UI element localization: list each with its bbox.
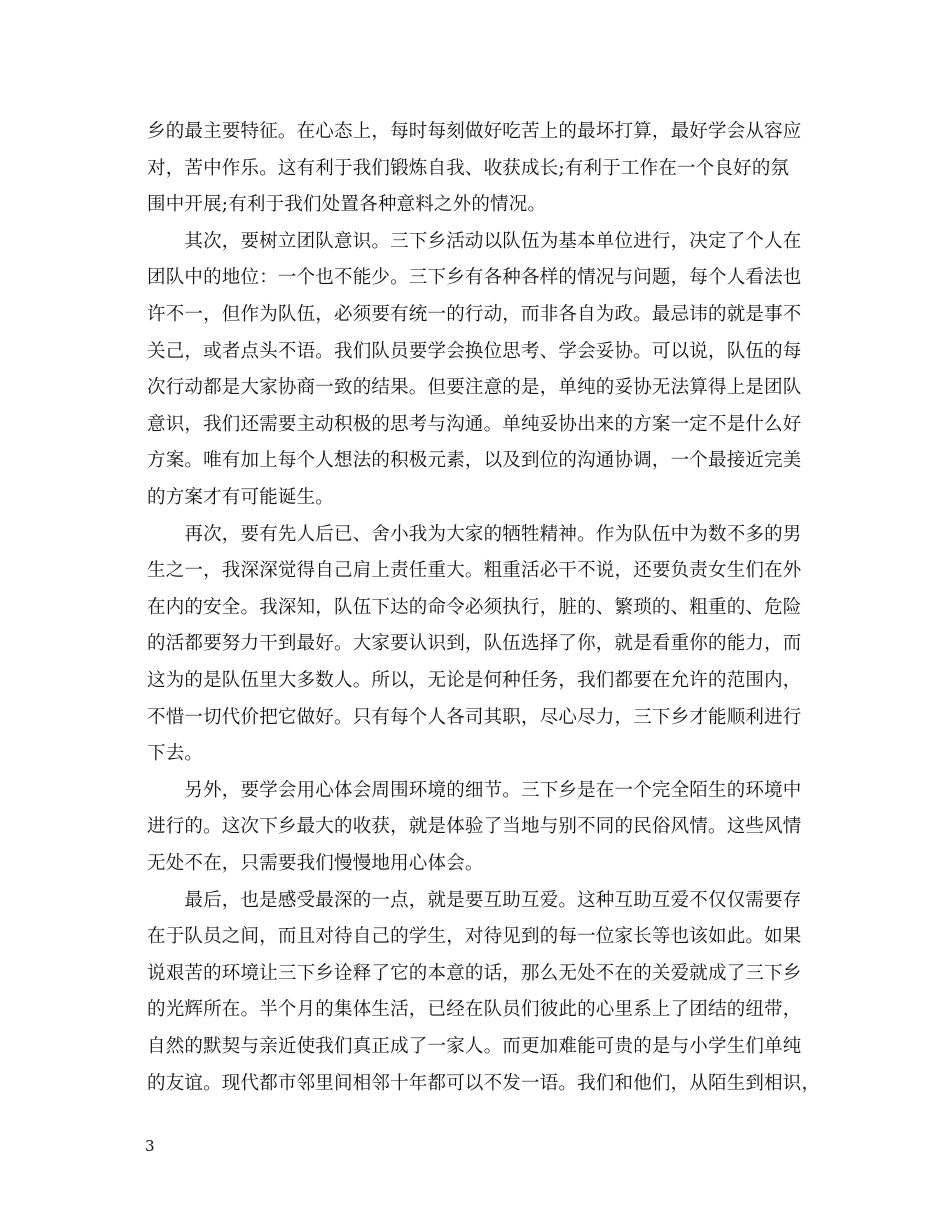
text-line: 在于队员之间，而且对待自己的学生，对待见到的每一位家长等也该如此。如果 <box>147 926 802 948</box>
text-line: 再次，要有先人后已、舍小我为大家的牺牲精神。作为队伍中为数不多的男 <box>147 523 802 545</box>
text-line: 不惜一切代价把它做好。只有每个人各司其职，尽心尽力，三下乡才能顺利进行 <box>147 706 802 728</box>
text-line: 的活都要努力干到最好。大家要认识到，队伍选择了你，就是看重你的能力，而 <box>147 633 802 655</box>
text-line: 团队中的地位：一个也不能少。三下乡有各种各样的情况与问题，每个人看法也 <box>147 267 802 289</box>
text-line: 的光辉所在。半个月的集体生活，已经在队员们彼此的心里系上了团结的纽带， <box>147 999 802 1021</box>
text-line: 说艰苦的环境让三下乡诠释了它的本意的话，那么无处不在的关爱就成了三下乡 <box>147 962 802 984</box>
text-line: 在内的安全。我深知，队伍下达的命令必须执行，脏的、繁琐的、粗重的、危险 <box>147 596 802 618</box>
text-line: 乡的最主要特征。在心态上，每时每刻做好吃苦上的最坏打算，最好学会从容应 <box>147 121 802 142</box>
text-line: 自然的默契与亲近使我们真正成了一家人。而更加难能可贵的是与小学生们单纯 <box>147 1036 802 1057</box>
text-line: 进行的。这次下乡最大的收获，就是体验了当地与别不同的民俗风情。这些风情 <box>147 816 802 838</box>
text-line: 下去。 <box>147 743 204 765</box>
text-line: 围中开展;有利于我们处置各种意料之外的情况。 <box>147 194 547 216</box>
text-line: 无处不在，只需要我们慢慢地用心体会。 <box>147 853 484 874</box>
text-line: 最后，也是感受最深的一点，就是要互助互爱。这种互助互爱不仅仅需要存 <box>147 889 802 911</box>
text-line: 意识，我们还需要主动积极的思考与沟通。单纯妥协出来的方案一定不是什么好 <box>147 413 802 435</box>
text-line: 的友谊。现代都市邻里间相邻十年都可以不发一语。我们和他们，从陌生到相识， <box>147 1072 821 1094</box>
text-line: 另外，要学会用心体会周围环境的细节。三下乡是在一个完全陌生的环境中 <box>147 779 802 801</box>
text-line: 其次，要树立团队意识。三下乡活动以队伍为基本单位进行，决定了个人在 <box>147 230 802 252</box>
text-line: 次行动都是大家协商一致的结果。但要注意的是，单纯的妥协无法算得上是团队 <box>147 377 802 399</box>
text-line: 关己，或者点头不语。我们队员要学会换位思考、学会妥协。可以说，队伍的每 <box>147 340 802 362</box>
text-line: 的方案才有可能诞生。 <box>147 487 335 508</box>
text-line: 这为的是队伍里大多数人。所以，无论是何种任务，我们都要在允许的范围内， <box>147 670 802 691</box>
text-line: 对，苦中作乐。这有利于我们锻炼自我、收获成长;有利于工作在一个良好的氛 <box>147 157 790 179</box>
text-line: 方案。唯有加上每个人想法的积极元素，以及到位的沟通协调，一个最接近完美 <box>147 450 802 472</box>
page-number: 3 <box>145 1137 155 1155</box>
text-line: 生之一，我深深觉得自己肩上责任重大。粗重活必干不说，还要负责女生们在外 <box>147 560 802 582</box>
text-line: 许不一，但作为队伍，必须要有统一的行动，而非各自为政。最忌讳的就是事不 <box>147 304 802 325</box>
